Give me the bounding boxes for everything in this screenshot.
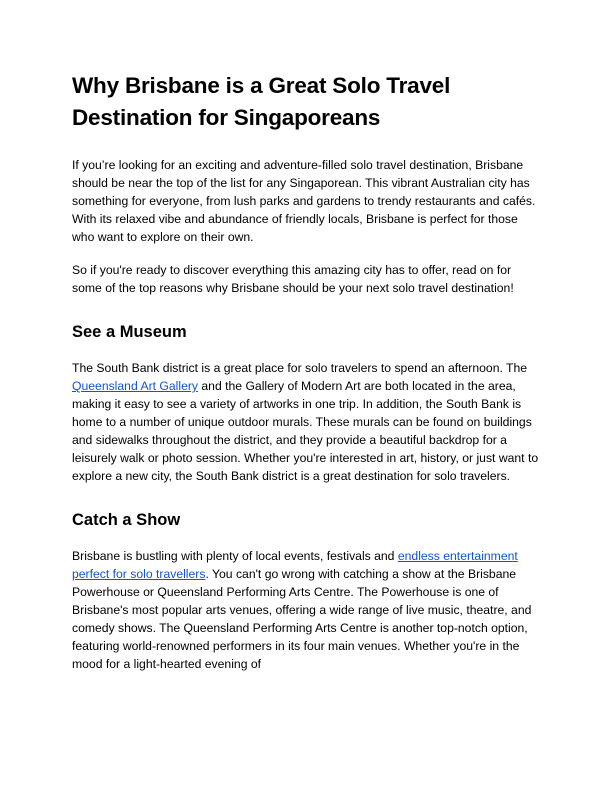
document-title	[72, 70, 542, 134]
show-text-end: . You can't go wrong with catching a show at the Brisbane Powerhouse or Queensland Performing Arts Centre. The Powerhouse is one of Brisbane's most popular arts venues, offering a wide range of live music, theatre, and comedy shows. The Queensland Performing Arts Centre is another top-notch option, featuring world-renowned performers in its four main venues. Whether you're in the mood for a light-hearted evening of	[72, 567, 532, 671]
intro-paragraph-2: So if you're ready to discover everything this amazing city has to offer, read on for some of the top reasons why Brisbane should be your next solo travel destination!	[72, 263, 514, 295]
section-heading-show: Catch a Show	[72, 511, 181, 529]
show-paragraph	[72, 547, 542, 673]
queensland-art-gallery-link[interactable]: Queensland Art Gallery	[72, 379, 199, 393]
title-line-1: Why Brisbane is a Great Solo Travel	[72, 73, 451, 98]
title-line-2: Destination for Singaporeans	[72, 105, 381, 130]
museum-text-start: The South Bank district is a great place for solo travelers to spend an afternoon. The	[72, 361, 528, 375]
entertainment-link[interactable]: endless entertainment perfect for solo travellers	[72, 549, 518, 581]
museum-text-end: and the Gallery of Modern Art are both located in the area, making it easy to see a variety of artworks in one trip. In addition, the South Bank is home to a number of unique outdoor murals. These murals can be found on buildings and sidewalks throughout the district, and they provide a beautiful backdrop for a leisurely walk or photo session. Whether you're interested in art, history, or just want to explore a new city, the South Bank district is a great destination for solo travelers.	[72, 379, 539, 483]
show-text-start: Brisbane is bustling with plenty of local events, festivals and	[72, 549, 398, 563]
document-page	[72, 70, 542, 673]
section-heading-museum: See a Museum	[72, 323, 187, 341]
intro-paragraph-1: If you’re looking for an exciting and adventure-filled solo travel destination, Brisbane should be near the top of the list for any Singaporean. This vibrant Australian city has something for everyone, from lush parks and gardens to trendy restaurants and cafés. With its relaxed vibe and abundance of friendly locals, Brisbane is perfect for those who want to explore on their own.	[72, 158, 536, 244]
museum-paragraph	[72, 359, 542, 485]
